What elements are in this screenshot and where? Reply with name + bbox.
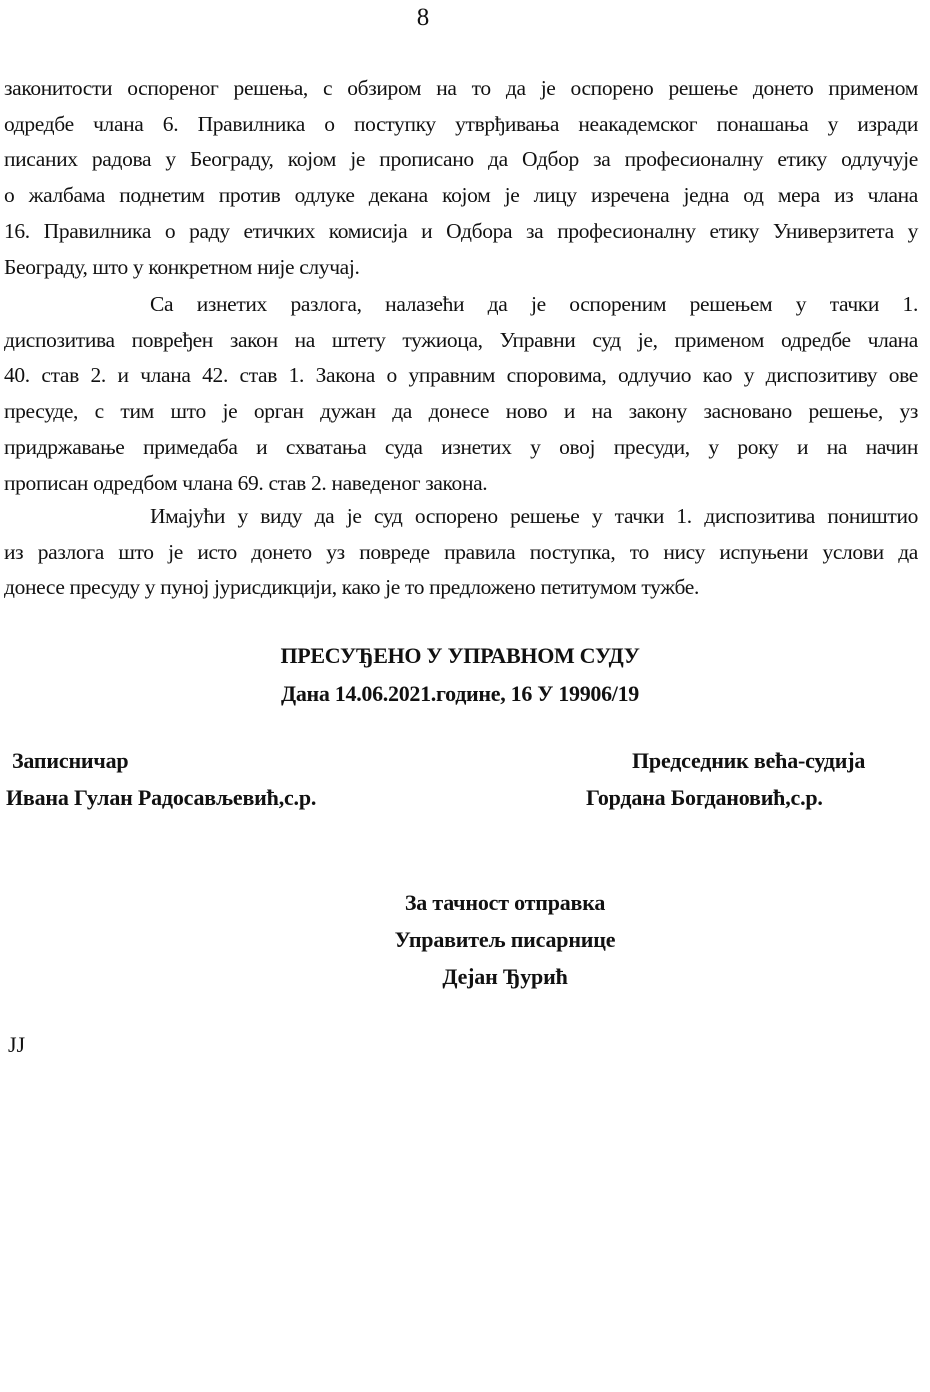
paragraph-reasoning-1 xyxy=(4,71,918,285)
paragraph-line: одредбе члана 6. Правилника о поступку утврђивања неакадемског понашања у изради xyxy=(4,111,918,136)
verdict-court-line: ПРЕСУЂЕНО У УПРАВНОМ СУДУ xyxy=(280,643,640,668)
certification-line: За тачност отправка xyxy=(404,890,606,915)
paragraph-line: Имајући у виду да је суд оспорено решење у тачки 1. диспозитива поништио xyxy=(150,504,918,528)
paragraph-line: пресуде, с тим што је орган дужан да донесе ново и на закону засновано решење, уз xyxy=(4,399,918,424)
paragraph-reasoning-2 xyxy=(4,287,918,501)
verdict-date-line: Дана 14.06.2021.године, 16 У 19906/19 xyxy=(280,681,640,706)
paragraph-line: законитости оспореног решења, с обзиром на то да је оспорено решење донето применом xyxy=(4,76,918,100)
signature-recorder xyxy=(6,742,316,816)
paragraph-line: 40. став 2. и члана 42. став 1. Закона о управним споровима, одлучио као у диспозитиву ове xyxy=(4,363,918,388)
paragraph-line: донесе пресуду у пуној јурисдикцији, како је то предложено петитумом тужбе. xyxy=(4,575,700,600)
signature-judge-title: Председник већа-судија xyxy=(632,748,866,773)
paragraph-line: Са изнетих разлога, налазећи да је оспореним решењем у тачки 1. xyxy=(150,292,918,316)
paragraph-line: из разлога што је исто донето уз повреде правила поступка, то нису испуњени услови да xyxy=(4,539,918,564)
paragraph-line: Београду, што у конкретном није случај. xyxy=(4,254,360,279)
signature-judge-name: Гордана Богдановић,с.р. xyxy=(586,785,823,810)
paragraph-line: диспозитива повређен закон на штету тужиоца, Управни суд је, применом одредбе члана xyxy=(4,327,918,352)
paragraph-line: придржавање примедаба и схватања суда изнетих у овој пресуди, у року и на начин xyxy=(4,434,918,459)
typist-initials: JJ xyxy=(8,1032,26,1057)
paragraph-line: прописан одредбом члана 69. став 2. наведеног закона. xyxy=(4,470,488,495)
paragraph-line: 16. Правилника о раду етичких комисија и Одбора за професионалну етику Универзитета у xyxy=(4,218,918,243)
certification-role: Управитељ писарнице xyxy=(394,927,616,952)
paragraph-reasoning-3 xyxy=(4,499,918,606)
signature-recorder-name: Ивана Гулан Радосављевић,с.р. xyxy=(6,785,317,810)
certification-name: Дејан Ђурић xyxy=(442,964,568,989)
signature-presiding-judge xyxy=(586,742,865,816)
paragraph-line: писаних радова у Београду, којом је прописано да Одбор за професионалну етику одлучује xyxy=(4,147,918,172)
verdict-heading xyxy=(0,637,920,713)
paragraph-line: о жалбама поднетим против одлуке декана којом је лицу изречена једна од мера из члана xyxy=(4,183,918,208)
certification-block xyxy=(320,884,690,995)
page-number: 8 xyxy=(416,4,430,31)
signature-recorder-title: Записничар xyxy=(12,748,129,773)
